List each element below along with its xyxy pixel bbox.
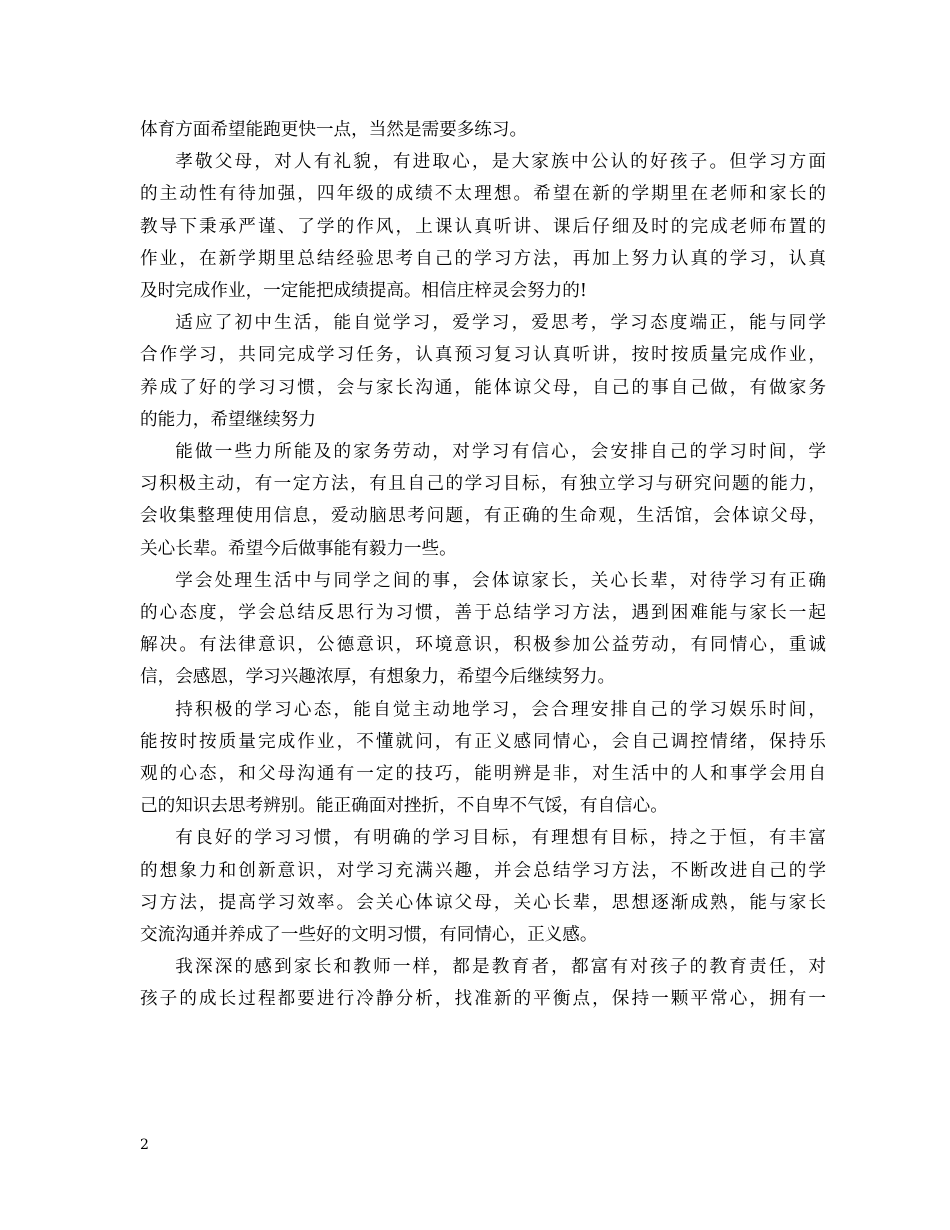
paragraph (140, 114, 826, 146)
paragraph (140, 146, 826, 307)
text-line: 体育方面希望能跑更快一点，当然是需要多练习。 (140, 120, 528, 140)
text-line: 会收集整理使用信息，爱动脑思考问题，有正确的生命观，生活馆，会体谅父母， (140, 506, 826, 527)
text-line: 学会处理生活中与同学之间的事，会体谅家长，关心长辈，对待学习有正确 (175, 570, 826, 591)
text-line: 己的知识去思考辨别。能正确面对挫折，不自卑不气馁，有自信心。 (140, 796, 668, 817)
text-line: 能做一些力所能及的家务劳动，对学习有信心，会安排自己的学习时间，学 (175, 442, 826, 463)
text-line: 的心态度，学会总结反思行为习惯，善于总结学习方法，遇到困难能与家长一起 (140, 603, 826, 624)
text-line: 持积极的学习心态，能自觉主动地学习，会合理安排自己的学习娱乐时间， (175, 699, 826, 720)
text-line: 适应了初中生活，能自觉学习，爱学习，爱思考，学习态度端正，能与同学 (175, 313, 826, 334)
text-line: 能按时按质量完成作业，不懂就问，有正义感同情心，会自己调控情绪，保持乐 (140, 731, 826, 752)
page-number: 2 (140, 1137, 149, 1153)
text-line: 合作学习，共同完成学习任务，认真预习复习认真听讲，按时按质量完成作业， (140, 345, 826, 366)
text-line: 教导下秉承严谨、了学的作风，上课认真听讲、课后仔细及时的完成老师布置的 (140, 216, 826, 237)
text-line: 习积极主动，有一定方法，有且自己的学习目标，有独立学习与研究问题的能力， (140, 474, 826, 495)
text-line: 的能力，希望继续努力 (140, 409, 316, 430)
text-line: 孝敬父母，对人有礼貌，有进取心，是大家族中公认的好孩子。但学习方面 (175, 152, 826, 173)
text-line: 的主动性有待加强，四年级的成绩不太理想。希望在新的学期里在老师和家长的 (140, 184, 826, 205)
text-line: 解决。有法律意识，公德意识，环境意识，积极参加公益劳动，有同情心，重诚 (140, 635, 826, 656)
text-line: 及时完成作业，一定能把成绩提高。相信庄梓灵会努力的! (140, 281, 587, 302)
text-line: 有良好的学习习惯，有明确的学习目标，有理想有目标，持之于恒，有丰富 (175, 828, 826, 849)
text-line: 习方法，提高学习效率。会关心体谅父母，关心长辈，思想逐渐成熟，能与家长 (140, 892, 826, 913)
text-line: 养成了好的学习习惯，会与家长沟通，能体谅父母，自己的事自己做，有做家务 (140, 377, 826, 398)
text-line: 关心长辈。希望今后做事能有毅力一些。 (140, 538, 457, 559)
text-line: 我深深的感到家长和教师一样，都是教育者，都富有对孩子的教育责任，对 (175, 957, 826, 978)
paragraph (140, 307, 826, 436)
text-line: 信，会感恩，学习兴趣浓厚，有想象力，希望今后继续努力。 (140, 667, 616, 688)
paragraph (140, 822, 826, 951)
text-line: 作业，在新学期里总结经验思考自己的学习方法，再加上努力认真的学习，认真 (140, 248, 826, 269)
text-line: 的想象力和创新意识，对学习充满兴趣，并会总结学习方法，不断改进自己的学 (140, 860, 826, 881)
text-line: 交流沟通并养成了一些好的文明习惯，有同情心，正义感。 (140, 925, 598, 946)
paragraph (140, 951, 826, 1015)
paragraph (140, 436, 826, 565)
text-line: 观的心态，和父母沟通有一定的技巧，能明辨是非，对生活中的人和事学会用自 (140, 764, 826, 785)
paragraph (140, 694, 826, 823)
paragraph (140, 565, 826, 694)
text-line: 孩子的成长过程都要进行冷静分析，找准新的平衡点，保持一颗平常心，拥有一 (140, 989, 826, 1010)
document-body (140, 114, 826, 1016)
